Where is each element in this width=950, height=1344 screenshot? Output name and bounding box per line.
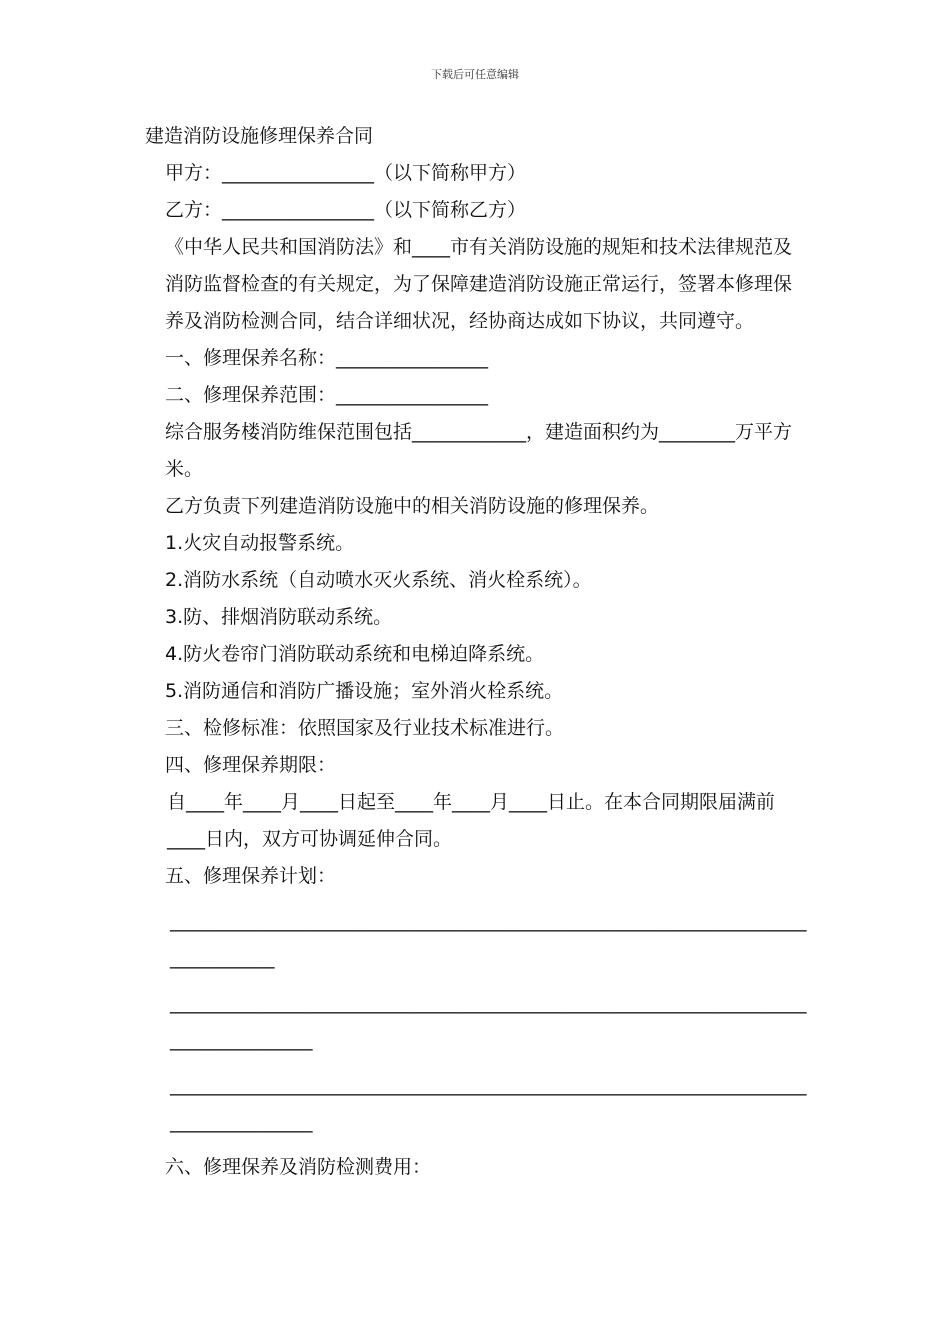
section-6-fees: 六、修理保养及消防检测费用： <box>165 1156 432 1178</box>
page-header-note: 下载后可任意编辑 <box>431 68 519 81</box>
section-3-standard: 三、检修标准：依照国家及行业技术标准进行。 <box>165 717 565 739</box>
section-5-plan: 五、修理保养计划： <box>165 865 337 887</box>
list-item-water-system: 2.消防水系统（自动喷水灭火系统、消火栓系统）。 <box>165 569 592 591</box>
list-item-fire-alarm: 1.火灾自动报警系统。 <box>165 532 355 554</box>
section-1-name: 一、修理保养名称：________________ <box>165 347 489 369</box>
plan-blank-line-2: __________________________________________________________________________________ <box>170 992 807 1051</box>
period-paragraph: 自____年____月____日起至____年____月____日止。在本合同期限届满前____日内，双方可协调延伸合同。 <box>167 791 776 850</box>
contract-document <box>145 118 810 1186</box>
list-item-communication: 5.消防通信和消防广播设施；室外消火栓系统。 <box>165 680 564 702</box>
section-4-period: 四、修理保养期限： <box>165 754 337 776</box>
responsibility-paragraph: 乙方负责下列建造消防设施中的相关消防设施的修理保养。 <box>165 495 660 517</box>
section-2-scope: 二、修理保养范围：________________ <box>165 384 489 406</box>
list-item-shutter-system: 4.防火卷帘门消防联动系统和电梯迫降系统。 <box>165 643 545 665</box>
plan-blank-line-1: ______________________________________________________________________________ <box>170 910 807 969</box>
scope-paragraph: 综合服务楼消防维保范围包括____________，建造面积约为________万平方米。 <box>165 421 793 480</box>
document-title: 建造消防设施修理保养合同 <box>145 125 374 147</box>
list-item-smoke-system: 3.防、排烟消防联动系统。 <box>165 606 393 628</box>
party-b-line: 乙方：________________（以下简称乙方） <box>165 199 527 221</box>
plan-blank-line-3: __________________________________________________________________________________ <box>170 1074 807 1133</box>
intro-paragraph: 《中华人民共和国消防法》和____市有关消防设施的规矩和技术法律规范及消防监督检查的有关规定，为了保障建造消防设施正常运行，签署本修理保养及消防检测合同，结合详细状况，经协商达成如下协议，共同遵守。 <box>165 236 793 332</box>
party-a-line: 甲方：________________（以下简称甲方） <box>165 162 527 184</box>
